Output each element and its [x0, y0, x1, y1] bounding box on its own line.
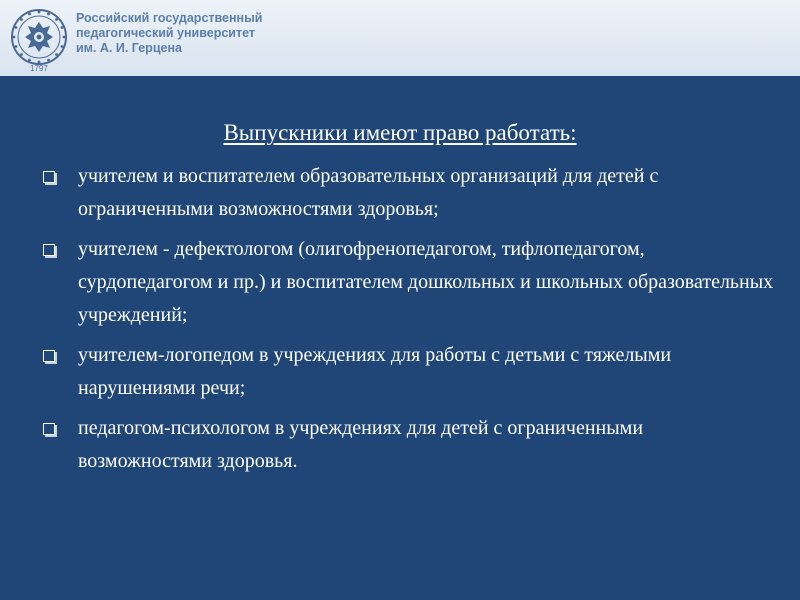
checkbox-bullet-icon	[43, 423, 55, 435]
checkbox-bullet-icon	[43, 171, 55, 183]
university-name-line-1: Российский государственный	[76, 11, 263, 25]
list-item	[36, 412, 776, 478]
bullet-list	[36, 160, 776, 485]
checkbox-bullet-icon	[43, 244, 55, 256]
university-name	[76, 11, 262, 56]
list-item	[36, 160, 776, 226]
university-name-line-3: им. А. И. Герцена	[76, 41, 182, 55]
seal-year: 1797	[30, 64, 48, 73]
list-item-text: педагогом-психологом в учреждениях для детей с ограниченными возможностями здоровья.	[78, 417, 644, 472]
university-seal-icon	[10, 8, 68, 66]
university-name-line-2: педагогический университет	[76, 26, 256, 40]
slide-body	[0, 76, 800, 600]
slide-title: Выпускники имеют право работать:	[223, 120, 577, 145]
list-item-text: учителем-логопедом в учреждениях для работы с детьми с тяжелыми нарушениями речи;	[78, 344, 672, 399]
list-item	[36, 339, 776, 405]
list-item-text: учителем - дефектологом (олигофренопедагогом, тифлопедагогом, сурдопедагогом и пр.) и воспитателем дошкольных и школьных образовательных учреждений;	[78, 238, 774, 326]
list-item-text: учителем и воспитателем образовательных организаций для детей с ограниченными возможностями здоровья;	[78, 165, 659, 220]
list-item	[36, 233, 776, 332]
header-bar	[0, 0, 800, 76]
checkbox-bullet-icon	[43, 350, 55, 362]
